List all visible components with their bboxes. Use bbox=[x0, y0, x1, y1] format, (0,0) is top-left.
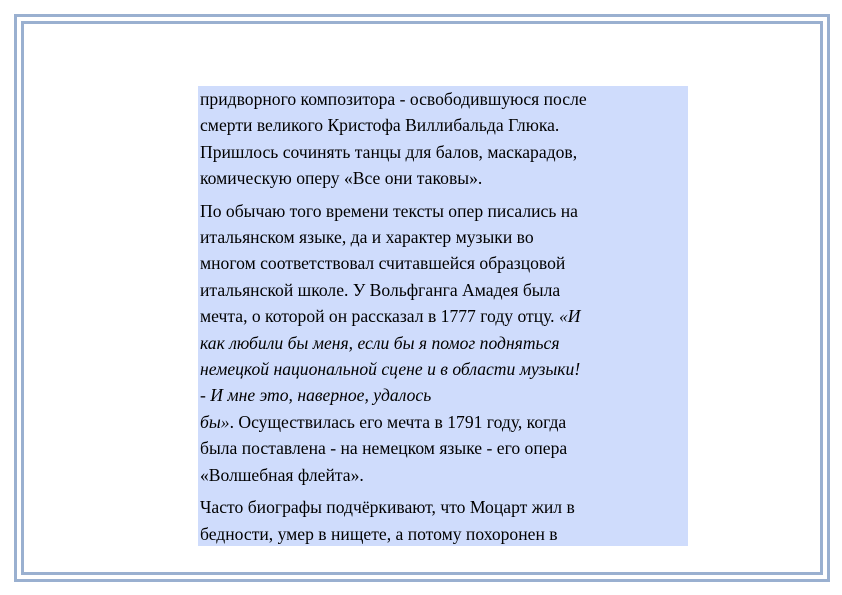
text-line bbox=[200, 494, 688, 520]
body-text: мечта, о которой он рассказал в 1777 году отцу. bbox=[200, 306, 559, 327]
text-line bbox=[200, 198, 688, 224]
italic-quote-text: «И bbox=[558, 306, 581, 327]
text-block bbox=[198, 86, 688, 546]
italic-quote-text: бы» bbox=[200, 411, 230, 432]
italic-quote-text: немецкой национальной сцене и в области музыки! bbox=[200, 359, 581, 380]
body-text: придворного композитора - освободившуюся после bbox=[200, 89, 587, 109]
body-text: Часто биографы подчёркивают, что Моцарт жил в bbox=[200, 497, 575, 518]
body-text: была поставлена - на немецком языке - его опера bbox=[200, 438, 568, 459]
text-line bbox=[200, 382, 688, 408]
body-text: Пришлось сочинять танцы для балов, маскарадов, bbox=[200, 141, 578, 162]
body-text: По обычаю того времени тексты опер писались на bbox=[200, 200, 578, 221]
text-line bbox=[200, 435, 688, 461]
italic-quote-text: - И мне это, наверное, удалось bbox=[200, 385, 432, 406]
body-text: итальянском языке, да и характер музыки во bbox=[200, 227, 534, 248]
paragraph bbox=[200, 494, 688, 547]
text-line bbox=[200, 330, 688, 356]
text-line bbox=[200, 462, 688, 488]
text-line bbox=[200, 165, 688, 191]
paragraph bbox=[200, 86, 688, 192]
body-text: комическую оперу «Все они таковы». bbox=[200, 168, 483, 189]
paragraph bbox=[200, 198, 688, 488]
italic-quote-text: как любили бы меня, если бы я помог подняться bbox=[200, 332, 560, 353]
text-line bbox=[200, 224, 688, 250]
text-line bbox=[200, 112, 688, 138]
body-text: «Волшебная флейта». bbox=[200, 464, 364, 485]
text-line bbox=[200, 521, 688, 547]
text-line bbox=[200, 356, 688, 382]
body-text: . Осуществилась его мечта в 1791 году, когда bbox=[229, 411, 567, 432]
text-line bbox=[200, 303, 688, 329]
body-text: итальянской школе. У Вольфганга Амадея была bbox=[200, 279, 561, 300]
body-text: многом соответствовал считавшейся образцовой bbox=[200, 253, 566, 274]
body-text: бедности, умер в нищете, а потому похоронен в bbox=[200, 523, 558, 544]
text-line bbox=[200, 139, 688, 165]
text-line bbox=[200, 409, 688, 435]
text-line bbox=[200, 277, 688, 303]
text-line bbox=[200, 86, 688, 112]
text-line bbox=[200, 250, 688, 276]
body-text: смерти великого Кристофа Виллибальда Глюка. bbox=[200, 115, 560, 136]
